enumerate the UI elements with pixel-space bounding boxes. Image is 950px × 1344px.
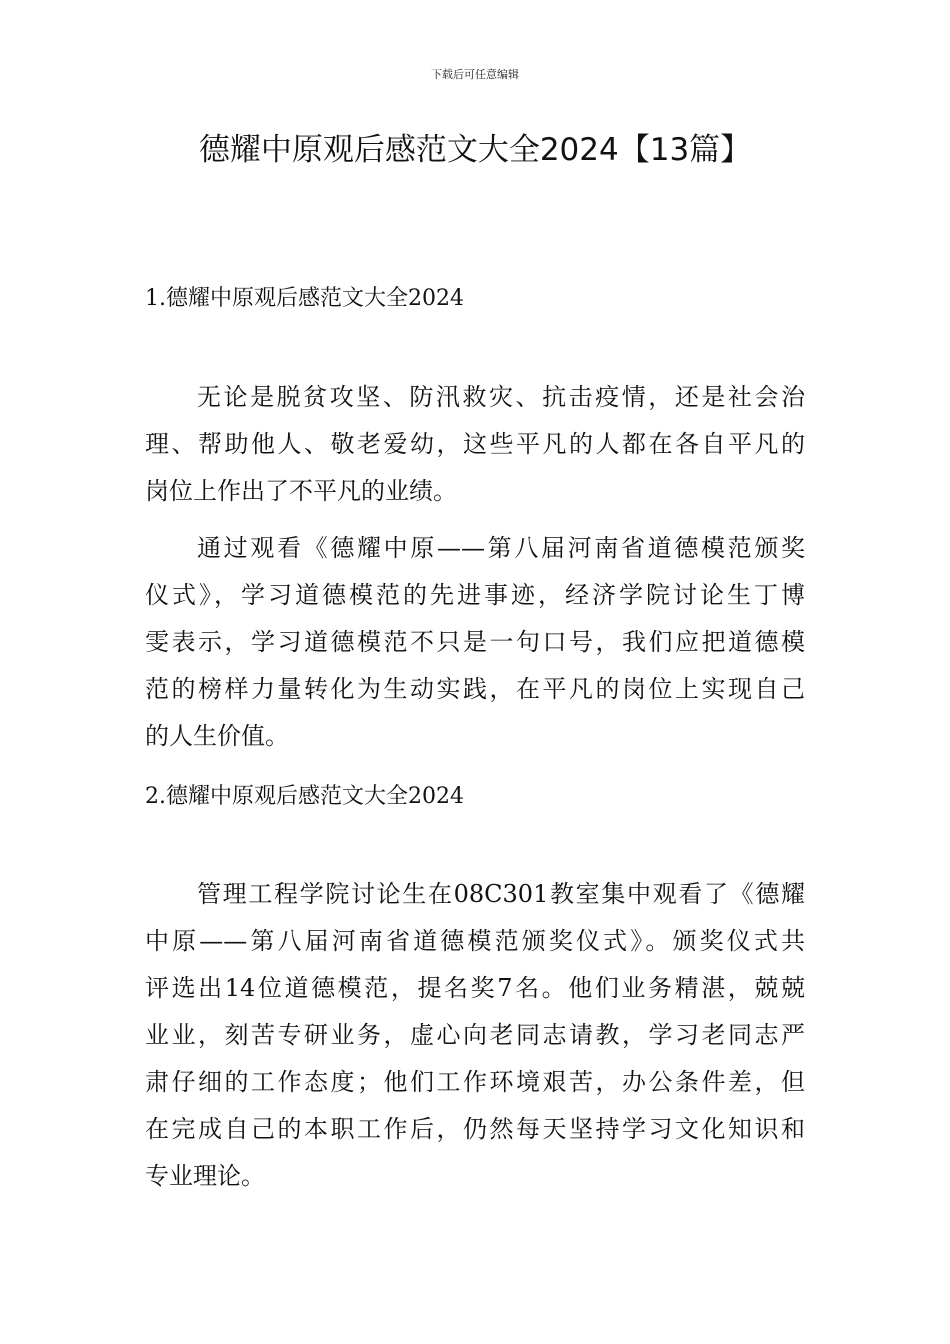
paragraph-line: 专业理论。: [145, 1162, 265, 1190]
paragraph-line: 岗位上作出了不平凡的业绩。: [145, 477, 457, 505]
paragraph-line: 的人生价值。: [145, 722, 289, 750]
paragraph-line: 管理工程学院讨论生在08C301教室集中观看了《德耀: [197, 880, 805, 908]
paragraph-line: 中原——第八届河南省道德模范颁奖仪式》。颁奖仪式共: [145, 927, 805, 955]
paragraph-line: 仪式》，学习道德模范的先进事迹，经济学院讨论生丁博: [145, 581, 805, 609]
paragraph-line: 范的榜样力量转化为生动实践，在平凡的岗位上实现自己: [145, 675, 805, 703]
paragraph-line: 业业，刻苦专研业务，虚心向老同志请教，学习老同志严: [145, 1021, 805, 1049]
document-title: 德耀中原观后感范文大全2024【13篇】: [198, 132, 752, 168]
paragraph-line: 在完成自己的本职工作后，仍然每天坚持学习文化知识和: [145, 1115, 805, 1143]
paragraph-line: 理、帮助他人、敬老爱幼，这些平凡的人都在各自平凡的: [145, 430, 805, 458]
section-heading-1: 1.德耀中原观后感范文大全2024: [145, 286, 464, 311]
paragraph-1-2: [145, 525, 805, 760]
paragraph-line: 无论是脱贫攻坚、防汛救灾、抗击疫情，还是社会治: [197, 383, 805, 411]
section-heading-2: 2.德耀中原观后感范文大全2024: [145, 784, 464, 809]
paragraph-1-1: [145, 374, 805, 515]
paragraph-2-1: [145, 871, 805, 1200]
header-note: 下载后可任意编辑: [431, 68, 519, 81]
paragraph-line: 肃仔细的工作态度；他们工作环境艰苦，办公条件差，但: [145, 1068, 805, 1096]
paragraph-line: 雯表示，学习道德模范不只是一句口号，我们应把道德模: [145, 628, 805, 656]
paragraph-line: 通过观看《德耀中原——第八届河南省道德模范颁奖: [197, 534, 805, 562]
paragraph-line: 评选出14位道德模范，提名奖7名。他们业务精湛，兢兢: [145, 974, 805, 1002]
